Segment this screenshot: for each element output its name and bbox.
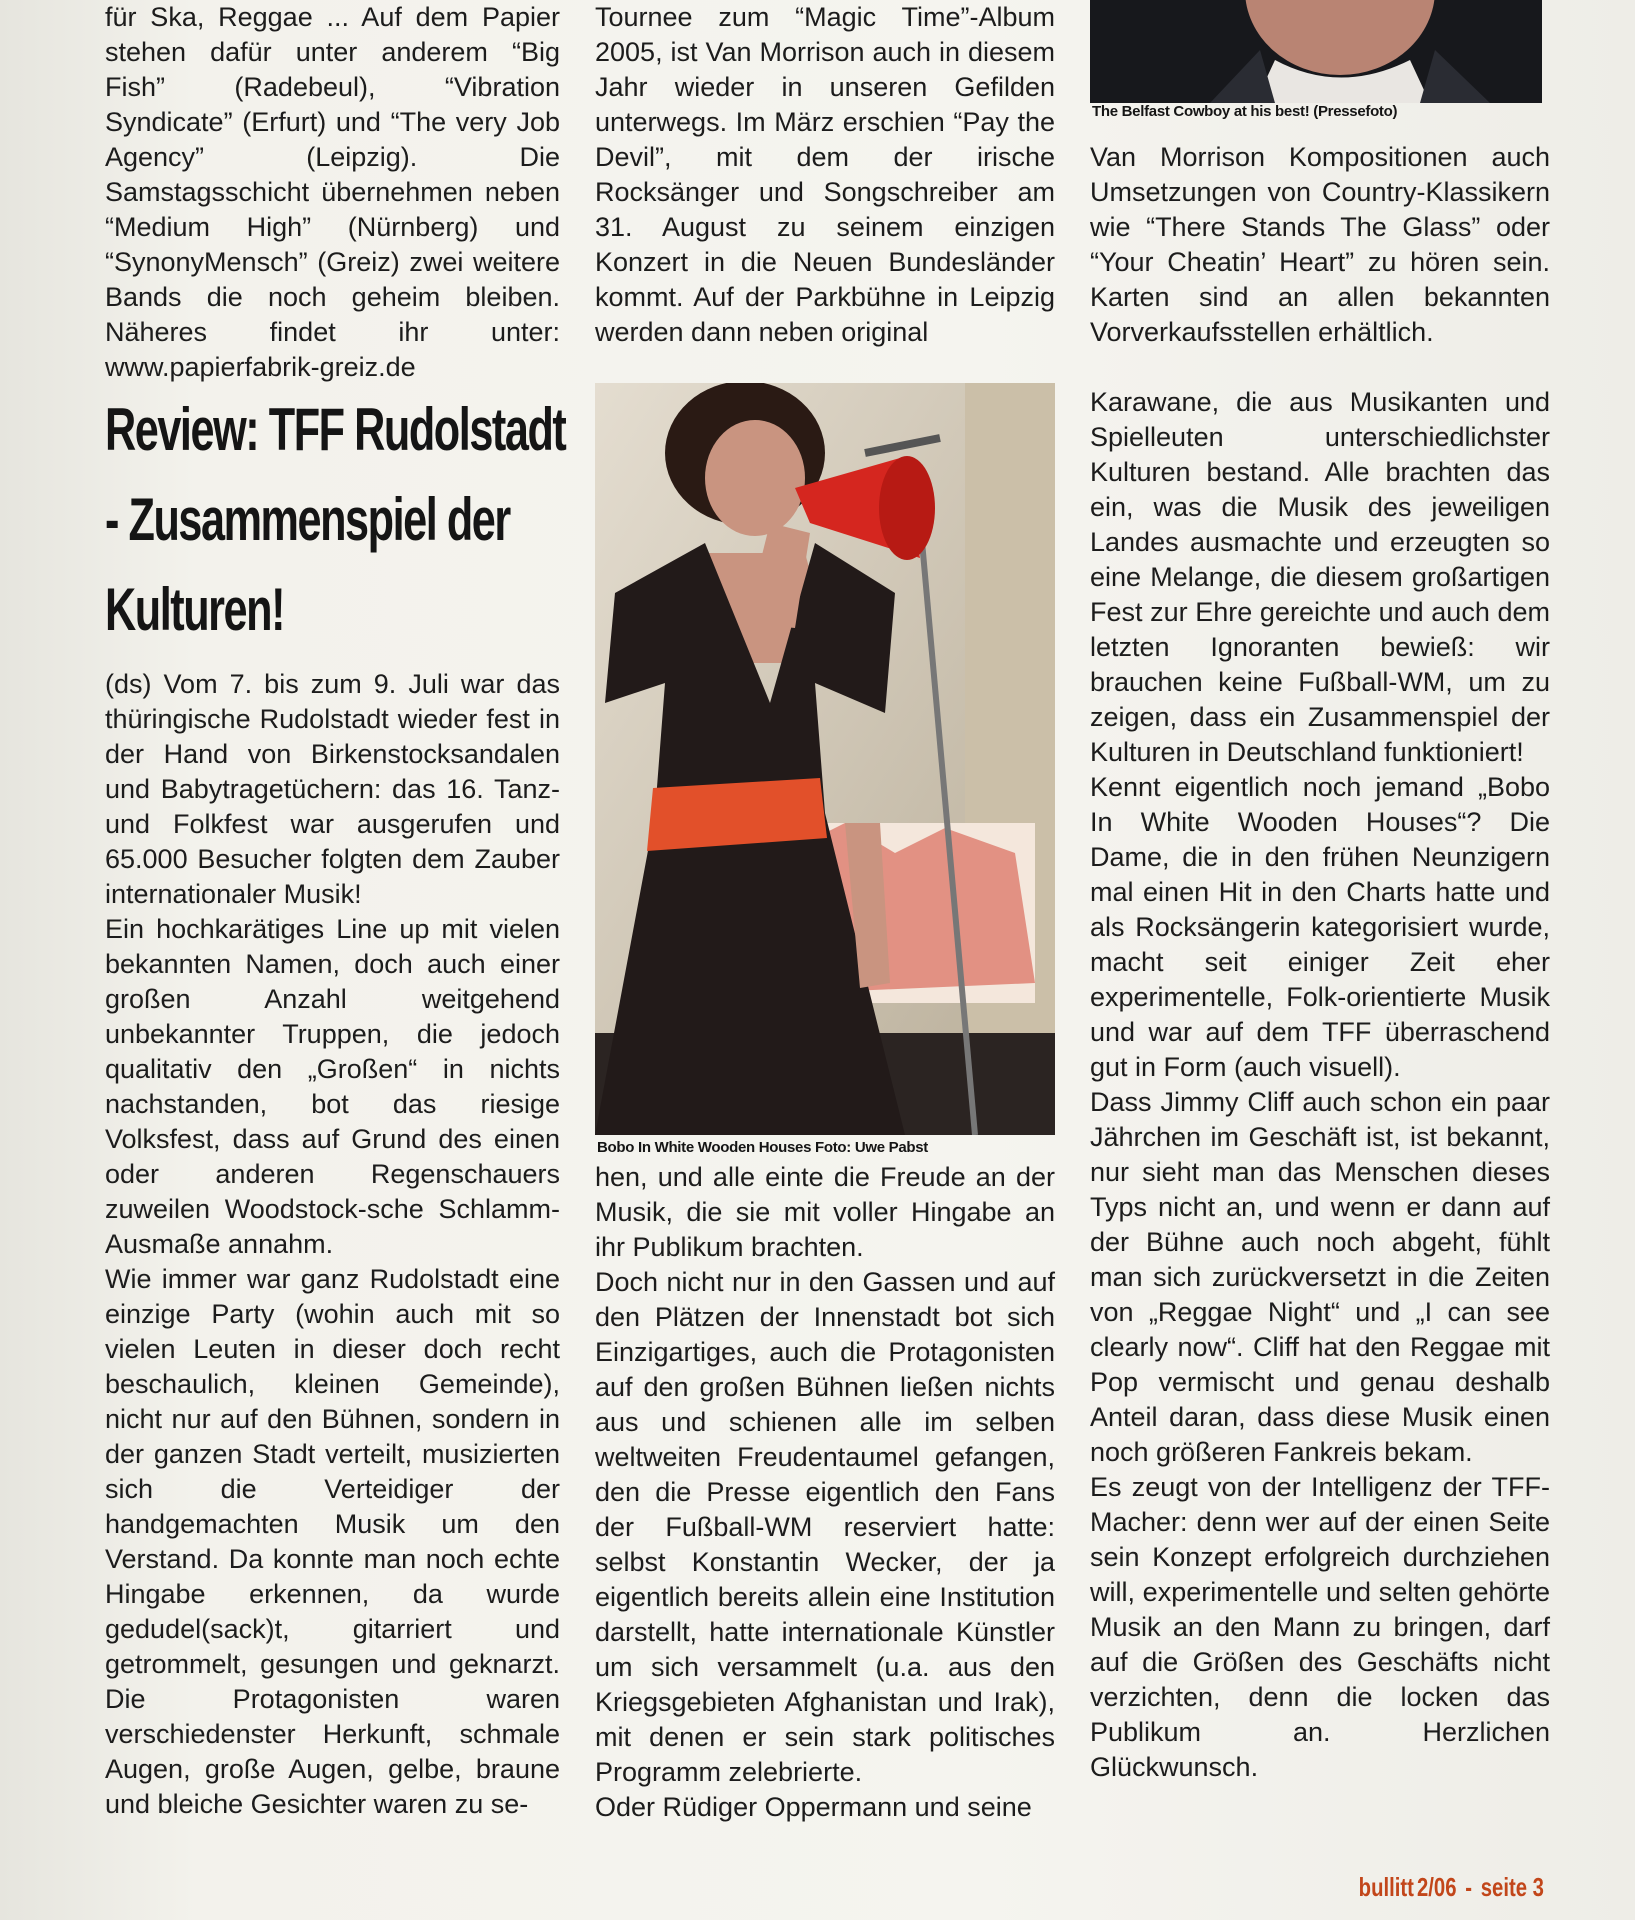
paragraph: Doch nicht nur in den Gassen und auf den Plätzen der Innenstadt bot sich Einzigartiges, auch die Protagonisten auf den großen Bühnen ließen nichts aus und schienen alle im selben weltweiten Freudentaumel gefangen, den die Presse eigentlich den Fans der Fußball-WM reserviert hatte: selbst Konstantin Wecker, der ja eigentlich bereits allein eine Institution darstellt, hatte internationale Künstler um sich versammelt (u.a. aus den Kriegsgebieten Afghanistan und Irak), mit denen er sein stark politisches Programm zelebrierte. — [595, 1267, 1055, 1787]
singer-photo-caption: Bobo In White Wooden Houses Foto: Uwe Pabst — [597, 1139, 928, 1156]
van-morrison-photo-caption: The Belfast Cowboy at his best! (Pressefoto) — [1092, 103, 1398, 120]
column-3-body — [1090, 385, 1550, 1785]
paragraph: Dass Jimmy Cliff auch schon ein paar Jährchen im Geschäft ist, ist bekannt, nur sieht man das Menschen dieses Typs nicht an, und wenn er dann auf der Bühne auch noch abgeht, fühlt man sich zurückversetzt in die Zeiten von „Reggae Night“ und „I can see clearly now“. Cliff hat den Reggae mit Pop vermischt und genau deshalb Anteil daran, dass diese Musik einen noch größeren Fankreis bekam. — [1090, 1087, 1550, 1467]
paragraph: Karawane, die aus Musikanten und Spielleuten unterschiedlichster Kulturen bestand. Alle brachten das ein, was die Musik des jeweiligen Landes ausmachte und erzeugten so eine Melange, die diesem großartigen Fest zur Ehre gereichte und auch dem letzten Ignoranten bewieß: wir brauchen keine Fußball-WM, um zu zeigen, dass ein Zusammenspiel der Kulturen in Deutschland funktioniert! — [1090, 387, 1550, 767]
column-2-body — [595, 1160, 1055, 1825]
page-number: seite 3 — [1480, 1872, 1544, 1902]
paragraph: Tournee zum “Magic Time”-Album 2005, ist Van Morrison auch in diesem Jahr wieder in unseren Gefilden unterwegs. Im März erschien “Pay the Devil”, mit dem der irische Rocksänger und Songschreiber am 31. August zu seinem einzigen Konzert in die Neuen Bundesländer kommt. Auf der Parkbühne in Leipzig werden dann neben original — [595, 2, 1055, 347]
paragraph: Kennt eigentlich noch jemand „Bobo In White Wooden Houses“? Die Dame, die in den frühen Neunzigern mal einen Hit in den Charts hatte und als Rocksängerin kategorisiert wurde, macht seit einiger Zeit eher experimentelle, Folk-orientierte Musik und war auf dem TFF überraschend gut in Form (auch visuell). — [1090, 772, 1550, 1082]
column-1-top-text — [105, 0, 560, 385]
issue-number: 2/06 — [1416, 1872, 1457, 1902]
paragraph: Van Morrison Kompositionen auch Umsetzungen von Country-Klassikern wie “There Stands The Glass” oder “Your Cheatin’ Heart” zu hören sein. Karten sind an allen bekannten Vorverkaufsstellen erhältlich. — [1090, 142, 1550, 347]
paragraph: Wie immer war ganz Rudolstadt eine einzige Party (wohin auch mit so vielen Leuten in dieser doch recht beschaulich, kleinen Gemeinde), nicht nur auf den Bühnen, sondern in der ganzen Stadt verteilt, musizierten sich die Verteidiger der handgemachten Musik um den Verstand. Da konnte man noch echte Hingabe erkennen, da wurde gedudel(sack)t, gitarriert und getrommelt, gesungen und geknarzt. Die Protagonisten waren verschiedenster Herkunft, schmale Augen, große Augen, gelbe, braune und bleiche Gesichter waren zu se- — [105, 1264, 560, 1819]
article-headline: Review: TFF Rudolstadt - Zusammenspiel der Kulturen! — [105, 396, 566, 643]
van-morrison-photo-illustration — [1090, 0, 1542, 103]
article-1-end-paragraph: für Ska, Reggae ... Auf dem Papier stehen dafür unter anderem “Big Fish” (Radebeul), “Vibration Syndicate” (Erfurt) und “The very Job Agency” (Leipzig). Die Samstagsschicht übernehmen neben “Medium High” (Nürnberg) und “SynonyMensch” (Greiz) zwei weitere Bands die noch geheim bleiben. Näheres findet ihr unter: www.papierfabrik-greiz.de — [105, 2, 560, 382]
paragraph: Oder Rüdiger Oppermann und seine — [595, 1792, 1032, 1822]
column-2-top-text — [595, 0, 1055, 350]
paragraph: hen, und alle einte die Freude an der Musik, die sie mit voller Hingabe an ihr Publikum brachten. — [595, 1162, 1055, 1262]
singer-photo — [595, 383, 1055, 1135]
paragraph: (ds) Vom 7. bis zum 9. Juli war das thüringische Rudolstadt wieder fest in der Hand von Birkenstocksandalen und Babytragetüchern: das 16. Tanz- und Folkfest war ausgerufen und 65.000 Besucher folgten dem Zauber internationaler Musik! — [105, 669, 560, 909]
magazine-name: bullitt — [1358, 1872, 1414, 1902]
footer-separator: - — [1464, 1872, 1472, 1902]
paragraph: Es zeugt von der Intelligenz der TFF-Macher: denn wer auf der einen Seite sein Konzept erfolgreich durchziehen will, experimentelle und selten gehörte Musik an den Mann zu bringen, darf auf die Größen des Geschäfts nicht verzichten, denn die locken das Publikum an. Herzlichen Glückwunsch. — [1090, 1472, 1550, 1782]
van-morrison-photo — [1090, 0, 1542, 103]
page-footer — [1357, 1872, 1545, 1903]
paragraph: Ein hochkarätiges Line up mit vielen bekannten Namen, doch auch einer großen Anzahl weitgehend unbekannter Truppen, die jedoch qualitativ den „Großen“ in nichts nachstanden, bot das riesige Volksfest, dass auf Grund des einen oder anderen Regenschauers zuweilen Woodstock-sche Schlamm-Ausmaße annahm. — [105, 914, 560, 1259]
column-3-top-text — [1090, 140, 1550, 350]
column-1-body — [105, 667, 560, 1822]
singer-photo-illustration — [595, 383, 1055, 1135]
